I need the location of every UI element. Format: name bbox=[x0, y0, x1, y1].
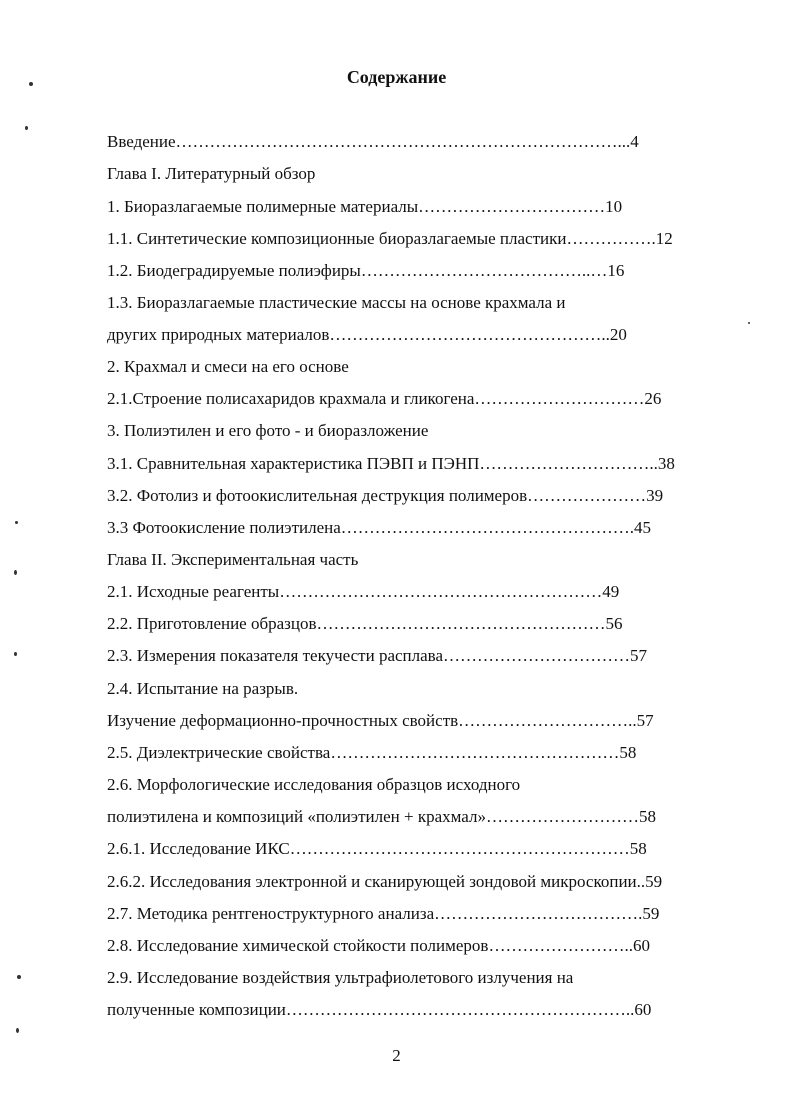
toc-entry: других природных материалов…………………………………………..20 bbox=[107, 325, 627, 344]
toc-entry: Глава I. Литературный обзор bbox=[107, 164, 316, 183]
scan-speck bbox=[14, 570, 17, 575]
toc-entry: 3.2. Фотолиз и фотоокислительная деструкция полимеров…………………39 bbox=[107, 486, 664, 505]
toc-entry: 2.5. Диэлектрические свойства……………………………………………58 bbox=[107, 743, 637, 762]
toc-entry: Введение……………………………………………………………………...4 bbox=[107, 132, 639, 151]
scan-speck bbox=[16, 1028, 19, 1033]
page-number: 2 bbox=[392, 1046, 401, 1065]
toc-entry: 2.4. Испытание на разрыв. bbox=[107, 679, 299, 698]
toc-entry: Изучение деформационно-прочностных свойств…………………………..57 bbox=[107, 711, 654, 730]
toc-entry: 2.3. Измерения показателя текучести расплава……………………………57 bbox=[107, 646, 648, 665]
toc-entry: 3.1. Сравнительная характеристика ПЭВП и ПЭНП…………………………..38 bbox=[107, 454, 675, 473]
scan-speck bbox=[25, 126, 28, 130]
scan-speck bbox=[15, 521, 18, 524]
toc-entry: 2.2. Приготовление образцов……………………………………………56 bbox=[107, 614, 623, 633]
toc-entry: 2.9. Исследование воздействия ультрафиолетового излучения на bbox=[107, 968, 574, 987]
toc-entry: 2.1. Исходные реагенты…………………………………………………49 bbox=[107, 582, 620, 601]
toc-entry: полученные композиции……………………………………………………..60 bbox=[107, 1000, 652, 1019]
toc-entry: 2.1.Строение полисахаридов крахмала и гликогена…………………………26 bbox=[107, 389, 662, 408]
toc-entry: 1.2. Биодеградируемые полиэфиры…………………………………..…16 bbox=[107, 261, 625, 280]
toc-entry: 3. Полиэтилен и его фото - и биоразложение bbox=[107, 421, 429, 440]
toc-entry: 2. Крахмал и смеси на его основе bbox=[107, 357, 349, 376]
toc-entry: Глава II. Экспериментальная часть bbox=[107, 550, 359, 569]
toc-entry: 2.6. Морфологические исследования образцов исходного bbox=[107, 775, 521, 794]
scan-speck bbox=[748, 322, 750, 324]
toc-entry: 3.3 Фотоокисление полиэтилена…………………………………………….45 bbox=[107, 518, 652, 537]
toc-entry: 1.1. Синтетические композиционные биоразлагаемые пластики…………….12 bbox=[107, 229, 673, 248]
scan-speck bbox=[29, 82, 33, 86]
toc-entry: полиэтилена и композиций «полиэтилен + крахмал»………………………58 bbox=[107, 807, 656, 826]
toc-entry: 2.6.1. Исследование ИКС……………………………………………………58 bbox=[107, 839, 647, 858]
page-title: Содержание bbox=[346, 67, 447, 87]
toc-entry: 1.3. Биоразлагаемые пластические массы на основе крахмала и bbox=[107, 293, 566, 312]
toc-entry: 1. Биоразлагаемые полимерные материалы……………………………10 bbox=[107, 197, 623, 216]
scan-speck bbox=[14, 652, 17, 656]
toc-entry: 2.8. Исследование химической стойкости полимеров……………………..60 bbox=[107, 936, 650, 955]
toc-entry: 2.7. Методика рентгеноструктурного анализа……………………………….59 bbox=[107, 904, 660, 923]
scan-speck bbox=[17, 975, 21, 979]
toc-entry: 2.6.2. Исследования электронной и сканирующей зондовой микроскопии..59 bbox=[107, 872, 663, 891]
